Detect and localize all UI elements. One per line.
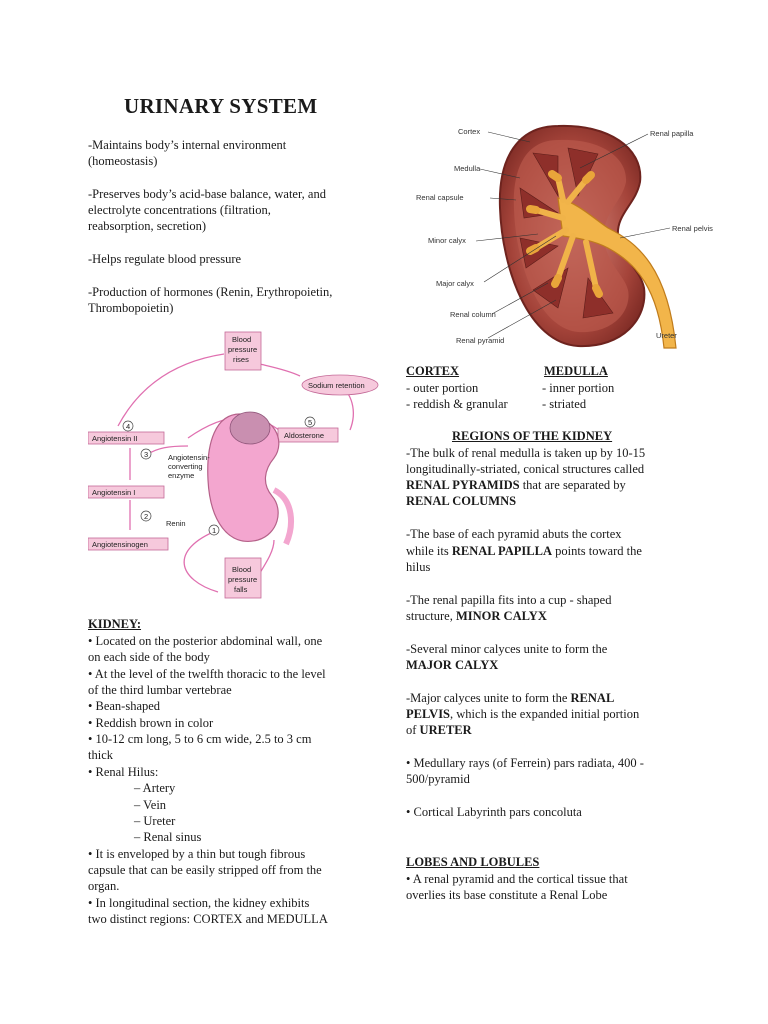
- regions-line: PELVIS, which is the expanded initial portion: [406, 707, 640, 721]
- label-renal-pyramid: Renal pyramid: [456, 336, 505, 345]
- page-title: URINARY SYSTEM: [124, 94, 318, 118]
- term-minor-calyx: MINOR CALYX: [455, 609, 547, 623]
- kidney-line: two distinct regions: CORTEX and MEDULLA: [88, 912, 328, 926]
- regions-heading: REGIONS OF THE KIDNEY: [452, 429, 613, 443]
- label-renal-column: Renal column: [450, 310, 496, 319]
- medulla-line: - inner portion: [542, 381, 615, 395]
- angiotensinogen-label: Angiotensinogen: [92, 540, 148, 549]
- kidney-line: thick: [88, 748, 113, 762]
- regions-line: -The base of each pyramid abuts the cortex: [406, 527, 622, 541]
- medulla-heading: MEDULLA: [544, 364, 608, 378]
- bp-rises-label: pressure: [228, 345, 258, 354]
- regions-line: 500/pyramid: [406, 772, 470, 786]
- kidney-line: • Located on the posterior abdominal wall, one: [88, 634, 323, 648]
- aldosterone-label: Aldosterone: [284, 431, 325, 440]
- term-renal-papilla: RENAL PAPILLA: [451, 544, 552, 558]
- kidney-line: • 10-12 cm long, 5 to 6 cm wide, 2.5 to 3 cm: [88, 732, 312, 746]
- term-renal: RENAL: [570, 691, 615, 705]
- kidney-line: • In longitudinal section, the kidney exhibits: [88, 896, 310, 910]
- intro-line: electrolyte concentrations (filtration,: [88, 203, 271, 217]
- regions-line: hilus: [406, 560, 431, 574]
- regions-line: RENAL PYRAMIDS that are separated by: [406, 478, 626, 492]
- kidney-line: • At the level of the twelfth thoracic to the level: [88, 667, 326, 681]
- intro-line: -Preserves body’s acid-base balance, water, and: [88, 187, 326, 201]
- step-5: 5: [308, 418, 313, 427]
- kidney-line: of the third lumbar vertebrae: [88, 683, 232, 697]
- kidney-line: capsule that can be easily stripped off from the: [88, 863, 322, 877]
- step-2: 2: [144, 512, 149, 521]
- hilus-item: – Vein: [134, 798, 167, 812]
- intro-line: (homeostasis): [88, 154, 158, 168]
- kidney-line: • It is enveloped by a thin but tough fibrous: [88, 847, 306, 861]
- regions-line: • Medullary rays (of Ferrein) pars radiata, 400 -: [406, 756, 644, 770]
- cortex-heading: CORTEX: [406, 364, 460, 378]
- regions-line: -Major calyces unite to form the RENAL: [406, 691, 615, 705]
- angiotensin-i-label: Angiotensin I: [92, 488, 136, 497]
- sodium-retention-label: Sodium retention: [308, 381, 365, 390]
- hilus-item: – Renal sinus: [134, 830, 202, 844]
- term-pelvis: PELVIS: [406, 707, 451, 721]
- term-renal-pyramids: RENAL PYRAMIDS: [406, 478, 520, 492]
- label-minor-calyx: Minor calyx: [428, 236, 466, 245]
- label-renal-papilla: Renal papilla: [650, 129, 694, 138]
- regions-line: -The bulk of renal medulla is taken up by 10-15: [406, 446, 646, 460]
- intro-line: -Maintains body’s internal environment: [88, 138, 287, 152]
- bp-falls-label: falls: [234, 585, 248, 594]
- label-cortex: Cortex: [458, 127, 481, 136]
- kidney-line: • Bean-shaped: [88, 699, 161, 713]
- hilus-item: – Ureter: [134, 814, 176, 828]
- regions-line: -Several minor calyces unite to form the: [406, 642, 608, 656]
- hilus-item: – Artery: [134, 781, 176, 795]
- bp-rises-label: rises: [233, 355, 249, 364]
- bp-falls-label: Blood: [232, 565, 252, 574]
- term-ureter: URETER: [419, 723, 472, 737]
- cortex-line: - reddish & granular: [406, 397, 508, 411]
- intro-line: Thrombopoietin): [88, 301, 174, 315]
- angiotensin-ii-label: Angiotensin II: [92, 434, 138, 443]
- renin-label: Renin: [166, 519, 186, 528]
- intro-line: -Helps regulate blood pressure: [88, 252, 242, 266]
- lobes-line: overlies its base constitute a Renal Lobe: [406, 888, 608, 902]
- medulla-line: - striated: [542, 397, 587, 411]
- label-medulla: Medulla: [454, 164, 481, 173]
- regions-line: longitudinally-striated, conical structures called: [406, 462, 645, 476]
- term-renal-columns: RENAL COLUMNS: [406, 494, 517, 508]
- step-1: 1: [212, 526, 217, 535]
- cortex-line: - outer portion: [406, 381, 479, 395]
- term-major-calyx: MAJOR CALYX: [406, 658, 499, 672]
- regions-line: structure, MINOR CALYX: [406, 609, 547, 623]
- ace-label: Angiotensin-: [168, 453, 210, 462]
- kidney-line: on each side of the body: [88, 650, 210, 664]
- label-renal-capsule: Renal capsule: [416, 193, 464, 202]
- step-3: 3: [144, 450, 149, 459]
- intro-line: -Production of hormones (Renin, Erythropoietin,: [88, 285, 333, 299]
- regions-line: • Cortical Labyrinth pars concoluta: [406, 805, 582, 819]
- intro-line: reabsorption, secretion): [88, 219, 207, 233]
- step-4: 4: [126, 422, 131, 431]
- regions-line: while its RENAL PAPILLA points toward the: [406, 544, 642, 558]
- regions-line: of URETER: [406, 723, 472, 737]
- kidney-heading: KIDNEY:: [88, 617, 142, 631]
- ace-label: converting: [168, 462, 203, 471]
- lobes-heading: LOBES AND LOBULES: [406, 855, 540, 869]
- kidney-line: • Renal Hilus:: [88, 765, 159, 779]
- label-ureter: Ureter: [656, 331, 677, 340]
- ace-label: enzyme: [168, 471, 195, 480]
- bp-falls-label: pressure: [228, 575, 258, 584]
- raas-diagram: [88, 330, 388, 602]
- regions-line: -The renal papilla fits into a cup - shaped: [406, 593, 612, 607]
- label-major-calyx: Major calyx: [436, 279, 474, 288]
- label-renal-pelvis: Renal pelvis: [672, 224, 713, 233]
- kidney-line: • Reddish brown in color: [88, 716, 214, 730]
- lobes-line: • A renal pyramid and the cortical tissue that: [406, 872, 628, 886]
- bp-rises-label: Blood: [232, 335, 252, 344]
- kidney-section-illustration: [408, 118, 738, 352]
- kidney-line: organ.: [88, 879, 120, 893]
